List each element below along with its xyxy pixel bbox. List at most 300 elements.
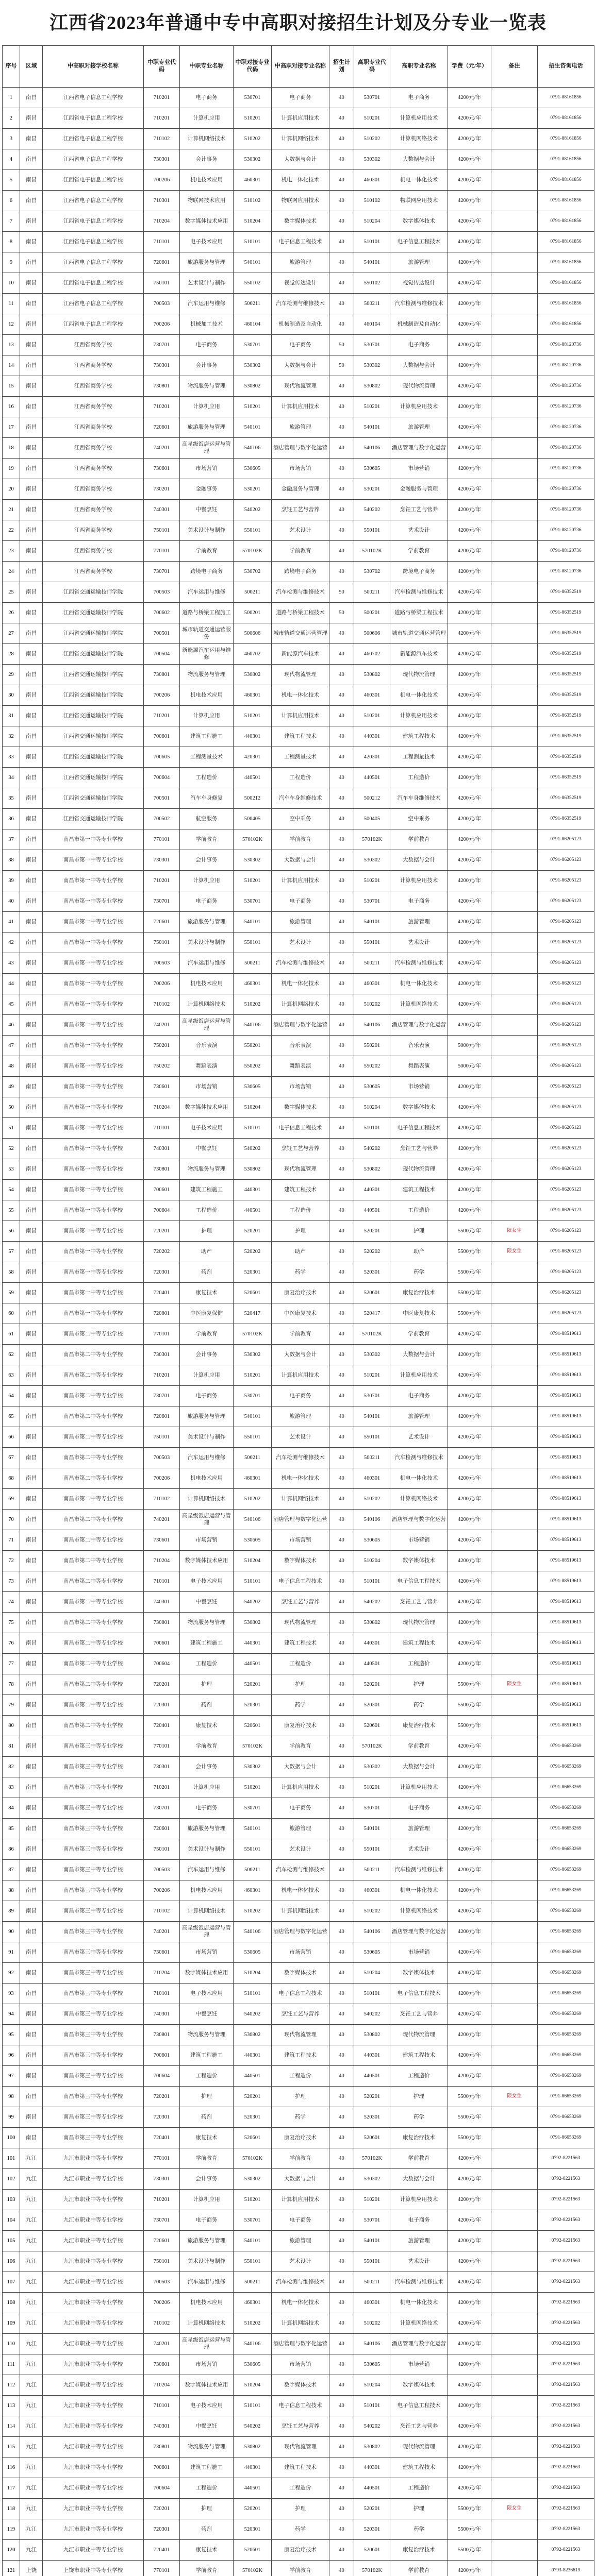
quota-cell: 40 — [329, 644, 354, 665]
secondary-major-cell: 数字媒体技术应用 — [180, 211, 234, 232]
school-cell: 江西省商务学校 — [43, 335, 144, 355]
higher-code-cell: 570102K — [354, 2561, 390, 2576]
tuition-cell: 4200元/年 — [448, 335, 491, 355]
table-row — [3, 1118, 594, 1139]
school-cell: 南昌市第一中等专业学校 — [43, 1159, 144, 1180]
higher-code-cell: 520201 — [354, 1221, 390, 1242]
secondary-major-cell: 数字媒体技术应用 — [180, 2375, 234, 2396]
higher-major-cell: 机电一体化技术 — [390, 685, 448, 706]
note-cell — [491, 2561, 538, 2576]
school-cell: 江西省电子信息工程学校 — [43, 294, 144, 314]
row-number: 51 — [3, 1118, 20, 1139]
secondary-code-cell: 730201 — [144, 479, 180, 500]
region-cell: 南昌 — [20, 1345, 43, 1365]
higher-code-cell: 440501 — [354, 2066, 390, 2087]
secondary-major-cell: 美术设计与制作 — [180, 520, 234, 541]
higher-code-cell: 510201 — [354, 397, 390, 417]
docking-code-cell: 520601 — [234, 1283, 272, 1303]
quota-cell: 40 — [329, 1880, 354, 1901]
secondary-code-cell: 710201 — [144, 88, 180, 108]
row-number: 105 — [3, 2231, 20, 2251]
phone-cell: 0791-86352519 — [538, 665, 594, 685]
secondary-code-cell: 700501 — [144, 788, 180, 809]
row-number: 61 — [3, 1324, 20, 1345]
secondary-code-cell: 740301 — [144, 1592, 180, 1613]
secondary-major-cell: 机电技术应用 — [180, 1880, 234, 1901]
school-cell: 南昌市第二中等专业学校 — [43, 1613, 144, 1633]
higher-code-cell: 540101 — [354, 912, 390, 933]
quota-cell: 40 — [329, 1427, 354, 1448]
higher-major-cell: 电子商务 — [390, 88, 448, 108]
docking-code-cell: 530605 — [234, 459, 272, 479]
phone-cell: 0791-86653269 — [538, 2066, 594, 2087]
docking-code-cell: 530802 — [234, 1159, 272, 1180]
higher-major-cell: 城市轨道交通运营管理 — [390, 623, 448, 644]
school-cell: 南昌市第二中等专业学校 — [43, 1489, 144, 1510]
region-cell: 南昌 — [20, 88, 43, 108]
higher-major-cell: 计算机应用技术 — [390, 706, 448, 726]
row-number: 15 — [3, 376, 20, 397]
secondary-code-cell: 750101 — [144, 933, 180, 953]
docking-code-cell: 500211 — [234, 582, 272, 603]
phone-cell: 0791-86205123 — [538, 1139, 594, 1159]
secondary-code-cell: 700604 — [144, 768, 180, 788]
region-cell: 南昌 — [20, 933, 43, 953]
row-number: 107 — [3, 2272, 20, 2293]
phone-cell: 0791-88120736 — [538, 500, 594, 520]
row-number: 40 — [3, 891, 20, 912]
higher-code-cell: 440301 — [354, 1180, 390, 1200]
phone-cell: 0791-86352519 — [538, 768, 594, 788]
note-cell — [491, 912, 538, 933]
secondary-code-cell: 730301 — [144, 2169, 180, 2190]
higher-code-cell: 540101 — [354, 1406, 390, 1427]
secondary-code-cell: 750101 — [144, 520, 180, 541]
phone-cell: 0791-88120736 — [538, 438, 594, 459]
school-cell: 南昌市第二中等专业学校 — [43, 1365, 144, 1386]
table-row — [3, 1674, 594, 1695]
higher-major-cell: 助产 — [390, 1242, 448, 1262]
table-row — [3, 1798, 594, 1819]
region-cell: 南昌 — [20, 129, 43, 149]
docking-code-cell: 530802 — [234, 376, 272, 397]
higher-major-cell: 烹饪工艺与营养 — [390, 1139, 448, 1159]
quota-cell: 40 — [329, 129, 354, 149]
higher-major-cell: 数字媒体技术 — [390, 211, 448, 232]
docking-code-cell: 510201 — [234, 108, 272, 129]
table-row — [3, 1654, 594, 1674]
higher-code-cell: 440501 — [354, 2478, 390, 2499]
secondary-code-cell: 710204 — [144, 1963, 180, 1984]
tuition-cell: 4200元/年 — [448, 2561, 491, 2576]
docking-major-cell: 艺术设计 — [272, 2251, 329, 2272]
higher-code-cell: 530802 — [354, 665, 390, 685]
table-row — [3, 88, 594, 108]
secondary-major-cell: 旅游服务与管理 — [180, 1819, 234, 1839]
region-cell: 南昌 — [20, 1860, 43, 1880]
secondary-major-cell: 计算机应用 — [180, 2190, 234, 2210]
docking-major-cell: 学前教育 — [272, 2561, 329, 2576]
tuition-cell: 4200元/年 — [448, 1819, 491, 1839]
row-number: 85 — [3, 1819, 20, 1839]
table-row — [3, 2045, 594, 2066]
region-cell: 南昌 — [20, 500, 43, 520]
table-row — [3, 1036, 594, 1056]
higher-code-cell: 530701 — [354, 1798, 390, 1819]
quota-cell: 40 — [329, 1324, 354, 1345]
region-cell: 九江 — [20, 2458, 43, 2478]
phone-cell: 0791-88519613 — [538, 1613, 594, 1633]
higher-code-cell: 530802 — [354, 1159, 390, 1180]
higher-major-cell: 汽车检测与维修技术 — [390, 1860, 448, 1880]
higher-code-cell: 440301 — [354, 1633, 390, 1654]
docking-major-cell: 大数据与会计 — [272, 850, 329, 871]
docking-code-cell: 510201 — [234, 2190, 272, 2210]
region-cell: 南昌 — [20, 355, 43, 376]
tuition-cell: 4200元/年 — [448, 2045, 491, 2066]
region-cell: 南昌 — [20, 1056, 43, 1077]
higher-major-cell: 机电一体化技术 — [390, 974, 448, 994]
row-number: 116 — [3, 2458, 20, 2478]
phone-cell: 0791-86653269 — [538, 1839, 594, 1860]
docking-code-cell: 440501 — [234, 768, 272, 788]
quota-cell: 40 — [329, 1200, 354, 1221]
school-cell: 南昌市第二中等专业学校 — [43, 1654, 144, 1674]
phone-cell: 0791-86352519 — [538, 726, 594, 747]
note-cell — [491, 1922, 538, 1942]
region-cell: 南昌 — [20, 1365, 43, 1386]
secondary-code-cell: 710201 — [144, 108, 180, 129]
tuition-cell: 4200元/年 — [448, 397, 491, 417]
region-cell: 南昌 — [20, 376, 43, 397]
secondary-code-cell: 750101 — [144, 2251, 180, 2272]
region-cell: 南昌 — [20, 1448, 43, 1468]
region-cell: 南昌 — [20, 1963, 43, 1984]
secondary-major-cell: 旅游服务与管理 — [180, 1406, 234, 1427]
region-cell: 南昌 — [20, 108, 43, 129]
quota-cell: 40 — [329, 562, 354, 582]
note-cell — [491, 355, 538, 376]
higher-major-cell: 计算机网络技术 — [390, 1489, 448, 1510]
tuition-cell: 4200元/年 — [448, 1942, 491, 1963]
row-number: 9 — [3, 252, 20, 273]
note-cell — [491, 1819, 538, 1839]
higher-major-cell: 药学 — [390, 1695, 448, 1716]
row-number: 22 — [3, 520, 20, 541]
school-cell: 江西省电子信息工程学校 — [43, 149, 144, 170]
tuition-cell: 4200元/年 — [448, 2334, 491, 2354]
higher-major-cell: 机电一体化技术 — [390, 2293, 448, 2313]
higher-code-cell: 530605 — [354, 2354, 390, 2375]
docking-code-cell: 510202 — [234, 1901, 272, 1922]
row-number: 55 — [3, 1200, 20, 1221]
row-number: 96 — [3, 2045, 20, 2066]
quota-cell: 40 — [329, 1613, 354, 1633]
secondary-code-cell: 710101 — [144, 1984, 180, 2004]
higher-code-cell: 530701 — [354, 891, 390, 912]
table-row — [3, 211, 594, 232]
higher-major-cell: 大数据与会计 — [390, 355, 448, 376]
region-cell: 南昌 — [20, 479, 43, 500]
phone-cell: 0791-86205123 — [538, 953, 594, 974]
note-cell — [491, 1798, 538, 1819]
secondary-code-cell: 700503 — [144, 582, 180, 603]
quota-cell: 40 — [329, 2231, 354, 2251]
higher-code-cell: 510202 — [354, 129, 390, 149]
region-cell: 南昌 — [20, 603, 43, 623]
higher-code-cell: 520601 — [354, 2540, 390, 2561]
school-cell: 江西省电子信息工程学校 — [43, 170, 144, 191]
docking-major-cell: 旅游管理 — [272, 912, 329, 933]
higher-code-cell: 510101 — [354, 232, 390, 252]
secondary-code-cell: 740201 — [144, 1922, 180, 1942]
tuition-cell: 4200元/年 — [448, 706, 491, 726]
quota-cell: 40 — [329, 2375, 354, 2396]
secondary-code-cell: 730701 — [144, 2210, 180, 2231]
region-cell: 南昌 — [20, 459, 43, 479]
row-number: 95 — [3, 2025, 20, 2045]
docking-code-cell: 510201 — [234, 1365, 272, 1386]
school-cell: 南昌市第二中等专业学校 — [43, 1406, 144, 1427]
table-row — [3, 397, 594, 417]
quota-cell: 40 — [329, 1159, 354, 1180]
tuition-cell: 5000元/年 — [448, 1036, 491, 1056]
higher-major-cell: 酒店管理与数字化运营 — [390, 1510, 448, 1530]
phone-cell: 0791-88519613 — [538, 1592, 594, 1613]
region-cell: 南昌 — [20, 520, 43, 541]
note-cell — [491, 2169, 538, 2190]
tuition-cell: 4200元/年 — [448, 1386, 491, 1406]
higher-major-cell: 艺术设计 — [390, 933, 448, 953]
table-row — [3, 2437, 594, 2458]
table-row — [3, 1489, 594, 1510]
tuition-cell: 4200元/年 — [448, 1097, 491, 1118]
row-number: 32 — [3, 726, 20, 747]
higher-code-cell: 460301 — [354, 685, 390, 706]
quota-cell: 40 — [329, 1736, 354, 1757]
higher-code-cell: 500405 — [354, 809, 390, 829]
row-number: 101 — [3, 2148, 20, 2169]
docking-major-cell: 汽车检测与维修技术 — [272, 1448, 329, 1468]
secondary-major-cell: 高星级饭店运营与管理 — [180, 1015, 234, 1036]
column-header: 中高职对接学校名称 — [43, 46, 144, 88]
table-row — [3, 1510, 594, 1530]
tuition-cell: 4200元/年 — [448, 2025, 491, 2045]
table-row — [3, 1448, 594, 1468]
row-number: 10 — [3, 273, 20, 294]
row-number: 54 — [3, 1180, 20, 1200]
phone-cell: 0791-86352519 — [538, 582, 594, 603]
school-cell: 南昌市第一中等专业学校 — [43, 1221, 144, 1242]
table-row — [3, 417, 594, 438]
secondary-code-cell: 700206 — [144, 2293, 180, 2313]
docking-major-cell: 工程测量技术 — [272, 747, 329, 768]
row-number: 23 — [3, 541, 20, 562]
higher-major-cell: 电子信息工程技术 — [390, 1571, 448, 1592]
phone-cell: 0791-88519613 — [538, 1324, 594, 1345]
docking-major-cell: 艺术设计 — [272, 1427, 329, 1448]
secondary-code-cell: 700503 — [144, 1448, 180, 1468]
tuition-cell: 4200元/年 — [448, 2169, 491, 2190]
tuition-cell: 4200元/年 — [448, 2396, 491, 2416]
higher-major-cell: 数字媒体技术 — [390, 1963, 448, 1984]
quota-cell: 40 — [329, 1984, 354, 2004]
docking-code-cell: 460301 — [234, 170, 272, 191]
phone-cell: 0791-86653269 — [538, 1963, 594, 1984]
docking-code-cell: 530802 — [234, 2437, 272, 2458]
docking-major-cell: 电子商务 — [272, 1798, 329, 1819]
docking-major-cell: 计算机应用技术 — [272, 2190, 329, 2210]
higher-major-cell: 电子商务 — [390, 335, 448, 355]
secondary-major-cell: 旅游服务与管理 — [180, 417, 234, 438]
quota-cell: 40 — [329, 438, 354, 459]
higher-major-cell: 护理 — [390, 1221, 448, 1242]
phone-cell: 0791-88161856 — [538, 211, 594, 232]
table-row — [3, 2148, 594, 2169]
tuition-cell: 4200元/年 — [448, 2004, 491, 2025]
secondary-code-cell: 710102 — [144, 129, 180, 149]
quota-cell: 40 — [329, 726, 354, 747]
docking-major-cell: 机械制造及自动化 — [272, 314, 329, 335]
docking-major-cell: 电子商务 — [272, 2210, 329, 2231]
note-cell — [491, 706, 538, 726]
school-cell: 江西省交通运输技师学院 — [43, 603, 144, 623]
row-number: 99 — [3, 2107, 20, 2128]
school-cell: 南昌市第一中等专业学校 — [43, 891, 144, 912]
table-row — [3, 1159, 594, 1180]
note-cell — [491, 994, 538, 1015]
plan-table — [2, 45, 594, 2576]
higher-major-cell: 音乐表演 — [390, 1036, 448, 1056]
phone-cell: 0792-8221563 — [538, 2313, 594, 2334]
tuition-cell: 4200元/年 — [448, 541, 491, 562]
phone-cell: 0791-86653269 — [538, 1901, 594, 1922]
quota-cell: 40 — [329, 1386, 354, 1406]
note-cell — [491, 129, 538, 149]
school-cell: 江西省电子信息工程学校 — [43, 232, 144, 252]
quota-cell: 40 — [329, 520, 354, 541]
docking-code-cell: 460104 — [234, 314, 272, 335]
docking-code-cell: 510201 — [234, 397, 272, 417]
docking-code-cell: 440301 — [234, 2458, 272, 2478]
table-row — [3, 788, 594, 809]
table-row — [3, 2478, 594, 2499]
tuition-cell: 4200元/年 — [448, 1984, 491, 2004]
table-row — [3, 2004, 594, 2025]
table-row — [3, 582, 594, 603]
quota-cell: 40 — [329, 252, 354, 273]
school-cell: 南昌市第三中等专业学校 — [43, 1777, 144, 1798]
note-cell — [491, 1283, 538, 1303]
table-row — [3, 1139, 594, 1159]
phone-cell: 0791-88519613 — [538, 1674, 594, 1695]
tuition-cell: 4200元/年 — [448, 1468, 491, 1489]
note-cell — [491, 1159, 538, 1180]
region-cell: 南昌 — [20, 1654, 43, 1674]
region-cell: 南昌 — [20, 1221, 43, 1242]
table-row — [3, 232, 594, 252]
tuition-cell: 4200元/年 — [448, 1633, 491, 1654]
higher-major-cell: 电子信息工程技术 — [390, 1118, 448, 1139]
tuition-cell: 4200元/年 — [448, 1551, 491, 1571]
school-cell: 江西省交通运输技师学院 — [43, 706, 144, 726]
school-cell: 江西省交通运输技师学院 — [43, 582, 144, 603]
school-cell: 南昌市第二中等专业学校 — [43, 1448, 144, 1468]
docking-code-cell: 500212 — [234, 788, 272, 809]
phone-cell: 0791-86653269 — [538, 2045, 594, 2066]
note-cell — [491, 871, 538, 891]
table-row — [3, 1922, 594, 1942]
region-cell: 南昌 — [20, 562, 43, 582]
docking-code-cell: 540106 — [234, 438, 272, 459]
school-cell: 南昌市第一中等专业学校 — [43, 850, 144, 871]
phone-cell: 0791-86653269 — [538, 1880, 594, 1901]
tuition-cell: 4200元/年 — [448, 1489, 491, 1510]
phone-cell: 0791-88161856 — [538, 314, 594, 335]
note-cell — [491, 1056, 538, 1077]
higher-major-cell: 大数据与会计 — [390, 1345, 448, 1365]
region-cell: 南昌 — [20, 335, 43, 355]
note-cell — [491, 397, 538, 417]
tuition-cell: 4200元/年 — [448, 788, 491, 809]
docking-code-cell: 550101 — [234, 1839, 272, 1860]
note-cell — [491, 1633, 538, 1654]
quota-cell: 40 — [329, 623, 354, 644]
higher-code-cell: 540106 — [354, 438, 390, 459]
secondary-major-cell: 市场营销 — [180, 1530, 234, 1551]
tuition-cell: 4200元/年 — [448, 417, 491, 438]
docking-code-cell: 500211 — [234, 2272, 272, 2293]
secondary-code-cell: 720401 — [144, 2540, 180, 2561]
tuition-cell: 5500元/年 — [448, 2087, 491, 2107]
table-row — [3, 1880, 594, 1901]
phone-cell: 0791-86352519 — [538, 685, 594, 706]
higher-major-cell: 计算机应用技术 — [390, 397, 448, 417]
school-cell: 南昌市第三中等专业学校 — [43, 1757, 144, 1777]
quota-cell: 40 — [329, 1922, 354, 1942]
table-row — [3, 2272, 594, 2293]
higher-code-cell: 570102K — [354, 1324, 390, 1345]
quota-cell: 40 — [329, 2169, 354, 2190]
tuition-cell: 4200元/年 — [448, 129, 491, 149]
quota-cell: 50 — [329, 355, 354, 376]
secondary-major-cell: 美术设计与制作 — [180, 933, 234, 953]
higher-code-cell: 510201 — [354, 1777, 390, 1798]
quota-cell: 40 — [329, 2045, 354, 2066]
school-cell: 九江市职业中等专业学校 — [43, 2375, 144, 2396]
quota-cell: 40 — [329, 170, 354, 191]
phone-cell: 0791-88519613 — [538, 1468, 594, 1489]
table-row — [3, 2169, 594, 2190]
secondary-major-cell: 计算机应用 — [180, 108, 234, 129]
row-number: 58 — [3, 1262, 20, 1283]
secondary-code-cell: 730301 — [144, 355, 180, 376]
secondary-major-cell: 学前教育 — [180, 541, 234, 562]
region-cell: 南昌 — [20, 665, 43, 685]
note-cell — [491, 1510, 538, 1530]
secondary-code-cell: 740201 — [144, 1015, 180, 1036]
phone-cell: 0792-8221563 — [538, 2540, 594, 2561]
secondary-code-cell: 730301 — [144, 850, 180, 871]
table-row — [3, 2540, 594, 2561]
tuition-cell: 4200元/年 — [448, 2458, 491, 2478]
note-cell — [491, 88, 538, 108]
tuition-cell: 4200元/年 — [448, 685, 491, 706]
higher-code-cell: 510101 — [354, 1118, 390, 1139]
higher-code-cell: 530701 — [354, 1386, 390, 1406]
table-row — [3, 2416, 594, 2437]
phone-cell: 0791-86653269 — [538, 1984, 594, 2004]
